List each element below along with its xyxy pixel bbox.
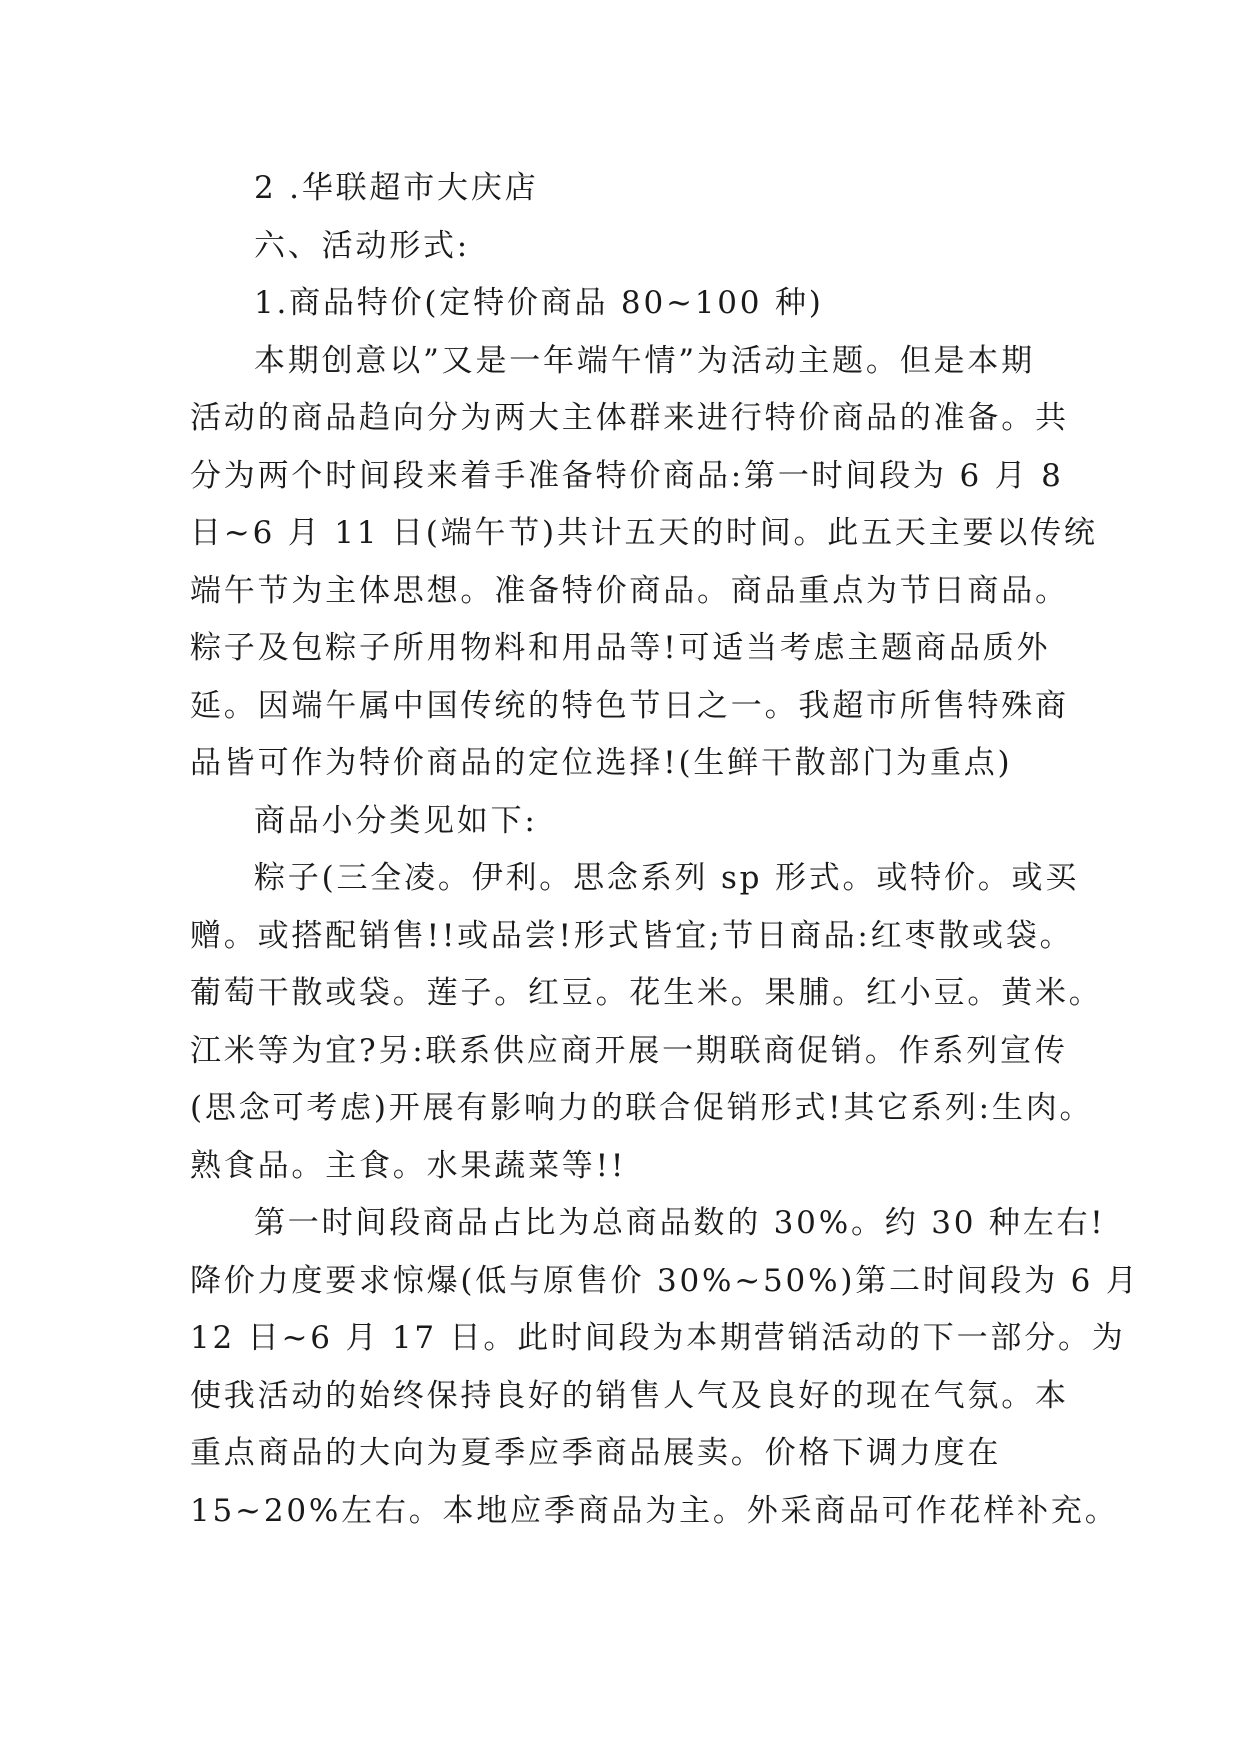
document-body [190, 160, 1140, 1540]
text-line: 2 .华联超市大庆店 [254, 170, 539, 206]
paragraph-line: 第一时间段商品占比为总商品数的 30%。约 30 种左右! [254, 1205, 1106, 1241]
paragraph-line: 活动的商品趋向分为两大主体群来进行特价商品的准备。共 [190, 400, 1069, 436]
paragraph-line: 重点商品的大向为夏季应季商品展卖。价格下调力度在 [190, 1435, 1002, 1471]
paragraph-line: 本期创意以”又是一年端午情”为活动主题。但是本期 [254, 342, 1035, 379]
paragraph-line: 粽子及包粽子所用物料和用品等!可适当考虑主题商品质外 [190, 630, 1051, 666]
paragraph-line: 江米等为宜?另:联系供应商开展一期联商促销。作系列宣传 [190, 1032, 1068, 1069]
section-heading: 六、活动形式: [254, 227, 471, 264]
paragraph-line: 日~6 月 11 日(端午节)共计五天的时间。此五天主要以传统 [190, 515, 1098, 551]
paragraph-line: 12 日~6 月 17 日。此时间段为本期营销活动的下一部分。为 [190, 1320, 1126, 1356]
paragraph-line: 熟食品。主食。水果蔬菜等!! [190, 1147, 627, 1184]
paragraph-line: 商品小分类见如下: [254, 802, 538, 839]
paragraph-line: 延。因端午属中国传统的特色节日之一。我超市所售特殊商 [190, 687, 1069, 724]
paragraph-line: 品皆可作为特价商品的定位选择!(生鲜干散部门为重点) [190, 745, 1013, 781]
paragraph-line: 粽子(三全凌。伊利。思念系列 sp 形式。或特价。或买 [254, 860, 1080, 896]
paragraph-line: 赠。或搭配销售!!或品尝!形式皆宜;节日商品:红枣散或袋。 [190, 917, 1074, 954]
subsection-heading: 1.商品特价(定特价商品 80~100 种) [254, 285, 824, 321]
paragraph-line: 分为两个时间段来着手准备特价商品:第一时间段为 6 月 8 [190, 457, 1064, 494]
paragraph-line: 端午节为主体思想。准备特价商品。商品重点为节日商品。 [190, 572, 1069, 609]
paragraph-line: 降价力度要求惊爆(低与原售价 30%~50%)第二时间段为 6 月 [190, 1262, 1140, 1299]
paragraph-line: 15~20%左右。本地应季商品为主。外采商品可作花样补充。 [190, 1492, 1119, 1529]
paragraph-line: 使我活动的始终保持良好的销售人气及良好的现在气氛。本 [190, 1377, 1069, 1414]
paragraph-line: (思念可考虑)开展有影响力的联合促销形式!其它系列:生肉。 [190, 1090, 1094, 1126]
paragraph-line: 葡萄干散或袋。莲子。红豆。花生米。果脯。红小豆。黄米。 [190, 975, 1103, 1011]
